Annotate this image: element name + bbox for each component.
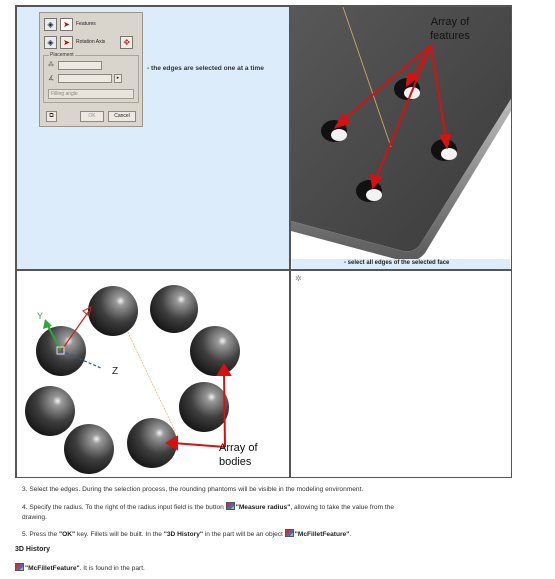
dialog-cell: [16, 6, 290, 270]
edge-tool-icon[interactable]: ◈: [44, 36, 57, 49]
axis-z-label: Z: [112, 366, 119, 377]
placement-group: [43, 52, 139, 103]
count-input[interactable]: [58, 61, 102, 70]
features-callout: Array of features: [430, 16, 470, 42]
angle-input[interactable]: [58, 74, 112, 83]
help-button[interactable]: ⧉: [46, 111, 57, 122]
cancel-button[interactable]: Cancel: [108, 111, 136, 122]
angle-icon: ∡: [48, 75, 55, 82]
hole-inner: [331, 129, 347, 141]
hole-inner: [366, 189, 382, 201]
caption-strip: [292, 259, 510, 269]
edges-note: - the edges are selected one at a time: [147, 65, 264, 72]
select-edges-caption: - select all edges of the selected face: [344, 260, 450, 266]
ok-button[interactable]: OK: [80, 111, 104, 122]
loading-spinner-icon: ✲: [295, 274, 302, 283]
rotation-axis-row: [44, 35, 133, 49]
empty-cell: [290, 270, 512, 478]
select-arrow-icon[interactable]: ➤: [60, 36, 73, 49]
fillet-feature-icon: [285, 529, 294, 537]
sphere: [179, 382, 229, 432]
plate-illustration: [291, 7, 511, 269]
bodies-callout: Array of bodies: [219, 442, 258, 468]
axis-pick-icon[interactable]: ✥: [120, 36, 133, 49]
placement-label: Placement: [50, 52, 74, 58]
step-5: 5. Press the "OK" key. Fillets will be built. In the "3D History" in the part will be an object "McFilletFeature".: [22, 531, 352, 538]
fillet-dialog: [39, 12, 143, 127]
history-heading: 3D History: [15, 546, 51, 553]
spheres-cell: [16, 270, 290, 478]
measure-angle-button[interactable]: ▸: [114, 74, 122, 83]
count-icon: ⁂: [48, 62, 54, 68]
hole-inner: [441, 148, 457, 160]
fillet-feature-icon: [15, 563, 24, 571]
sphere: [88, 286, 138, 336]
measure-radius-icon: [226, 502, 235, 510]
sphere: [150, 285, 198, 333]
axis-y-label: Y: [37, 311, 44, 321]
features-row: [44, 17, 96, 31]
step-3: 3. Select the edges. During the selection process, the rounding phantoms will be visible in the modeling environment.: [22, 486, 364, 493]
plate-cell: [290, 6, 512, 270]
rotation-axis-label: Rotation Axis: [76, 39, 106, 45]
history-line: "McFilletFeature". It is found in the part.: [15, 563, 145, 574]
step-4: 4. Specify the radius. To the right of the radius input field is the button "Measure radius", allowing to take the value from the drawing.: [22, 504, 395, 521]
select-arrow-icon[interactable]: ➤: [60, 18, 73, 31]
features-label: Features: [76, 21, 96, 27]
sphere: [190, 326, 240, 376]
sphere: [25, 386, 75, 436]
fillet-tool-icon[interactable]: ◈: [44, 18, 57, 31]
filling-angle-select[interactable]: Filling angle: [48, 89, 134, 99]
illustration-table: [15, 5, 512, 478]
sphere: [64, 424, 114, 474]
